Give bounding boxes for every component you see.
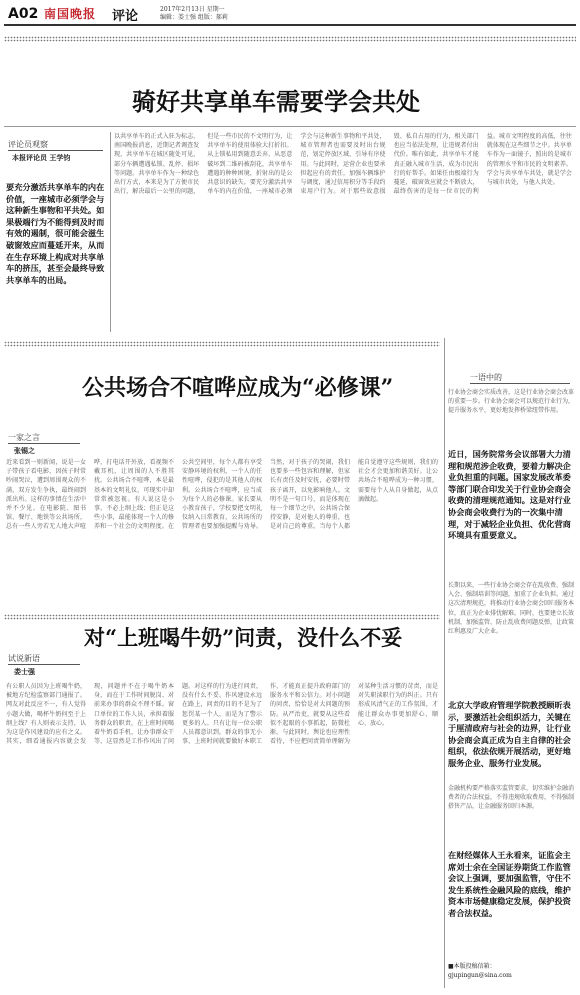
newspaper-logo: 南国晚报 [44,7,97,21]
header-meta [160,6,228,22]
article-title: 骑好共享单车需要学会共处 [132,87,420,116]
dot-band [4,36,576,42]
article-title: 公共场合不喧哗应成为“必修课” [82,375,394,401]
contact-box [448,962,574,980]
byline: 娄士强 [14,667,35,676]
dot-band [4,614,440,620]
lead-paragraph: 行业协会商会实质改善，这是行业协会商会改革的重要一步。行业协会商会可以规范行业行为，提升服务水平，更好地发挥桥梁纽带作用。 [448,389,574,415]
header-rule [4,24,576,26]
contact-email: gjupingun@sina.com [448,972,512,979]
body-paragraph: 长期以来，一些行业协会商会存在乱收费、强制入会、强制培训等问题，加重了企业负担。通过这次清理规范，将推动行业协会商会回归服务本位，真正为企业排忧解难。同时，也要建立长效机制，加强监管，防止乱收费问题反弹，让政策红利惠及广大企业。 [448,582,574,636]
column-divider [444,338,445,988]
dot-band [4,341,440,347]
article-body: 近来看到一则新闻，说是一女子带孩子看电影，因孩子时常吵闹哭泣，遭到周围观众的不满，双方发生争执，最终闹到派出所。这样的事情在生活中并不少见。在电影院、图书馆、餐厅、地铁等公共场所，总有一些人旁若无人地大声喧哗，打电话开外放，看视频不戴耳机，让周围的人不胜其扰。公共场合不喧哗，本是最基本的文明礼仪，可现实中却常常被忽视。有人说这是小事，不必上纲上线；但正是这些小事，最能体现一个人的修养和一个社会的文明程度。在公共空间里，每个人都有享受安静环境的权利，一个人的任性喧哗，侵犯的是其他人的权利。公共场合不喧哗，应当成为每个人的必修课。家长要从小教育孩子，学校要把文明礼仪纳入日常教育，公共场所的管理者也要加强提醒与劝导。当然，对于孩子的哭闹，我们也要多一些包容和理解，但家长有责任及时安抚，必要时带孩子离开，以免影响他人。文明不是一句口号，而是体现在每一个细节之中。公共场合保持安静，是对他人的尊重，也是对自己的尊重。当每个人都能自觉遵守这些规则，我们的社会才会更加和谐美好。让公共场合不喧哗成为一种习惯，需要每个人从自身做起，从点滴做起。 [6,459,438,531]
column-tag: 一语中的 [470,372,570,384]
byline: 本报评论员 王学钧 [12,153,71,162]
header-editors: 编辑：娄士强 组版：郝莉 [160,14,228,21]
column-tag: 试说新语 [8,653,80,665]
square-bullet-icon: ■ [448,963,454,970]
highlight-paragraph: 在财经媒体人王永看来，证监会主席刘士余在全国证券期货工作监管会议上强调，要加强监管，守住不发生系统性金融风险的底线，维护资本市场健康稳定发展，保护投资者合法权益。 [448,850,571,918]
column-tag: 一家之言 [8,432,80,444]
section-name: 评论 [112,9,139,24]
contact-label: ■本版投稿信箱： [448,963,496,970]
byline: 张锡之 [14,446,35,455]
highlight-paragraph: 北京大学政府管理学院教授顾昕表示，要激活社会组织活力，关键在于厘清政府与社会的边界，让行业协会商会真正成为自主自律的社会组织，依法依规开展活动，更好地服务企业、服务行业发展。 [448,700,571,768]
article-body: 以共享单车的正式入驻为标志，南国晚报消息，近期记者调查发现，共享单车在城区随处可见，部分车辆遭遇私锁、乱停、损坏等问题。共享单车作为一种绿色出行方式，本来是为了方便市民出行，解决最后一公里的问题，但是一些市民的不文明行为，让共享单车的使用体验大打折扣。从上锁私用到随意丢弃，从恶意破坏到二维码被刮花，共享单车遭遇的种种困境，折射出的是公共意识的缺失。要充分激活共享单车的内在价值，一座城市必须学会与这种新生事物和平共处，城市管理者也需要及时出台规范，划定停放区域，引导有序使用。与此同时，运营企业也要承担起应有的责任，加强车辆维护与调度，通过信用积分等手段约束用户行为。对于那些故意损毁、私自占用的行为，相关部门也应当依法处理，让违规者付出代价。唯有如此，共享单车才能真正融入城市生活，成为市民出行的好帮手。如果任由极端行为蔓延，破窗效应就会不断放大，最终伤害的是每一位市民的利益。城市文明程度的高低，往往就体现在这些细节之中。共享单车作为一面镜子，照出的是城市的管理水平和市民的文明素养。学会与共享单车共处，就是学会与城市共处，与他人共处。 [114,133,572,196]
page-number: A02 [8,6,39,22]
article-title: 对“上班喝牛奶”问责，没什么不妥 [84,625,403,650]
column-tag: 评论员观察 [8,139,103,151]
lead-paragraph: 要充分激活共享单车的内在价值，一座城市必须学会与这种新生事物和平共处。如果极端行为不能得到及时而有效的遏制，很可能会滋生破窗效应而蔓延开来，从而在生存环境上构成对共享单车的挤压，甚至会最终导致共享单车的出局。 [6,182,105,285]
highlight-paragraph: 近日，国务院常务会议部署大力清理和规范涉企收费，要着力解决企业负担重的问题。国家发展改革委等部门联合印发关于行业协会商会收费的清理规范通知。这是对行业协会商会收费行为的一次集中清理，对于减轻企业负担、优化营商环境具有重要意义。 [448,449,571,541]
body-paragraph: 金融机构要严格落实监管要求，切实维护金融消费者的合法权益，不得违规收取费用，不得强制搭售产品，让金融服务回归本源。 [448,785,574,811]
column-divider [110,132,111,332]
header-date: 2017年2月13日 星期一 [160,6,225,13]
article-body: 有公职人员因为上班喝牛奶，被地方纪检监察部门通报了。网友对此反应不一，有人觉得小题大做，喝杯牛奶何至于上纲上线？有人则表示支持，认为这是作风建设的应有之义。其实，细看通报内容就会发现，问题并不在于喝牛奶本身，而在于工作时间脱岗、对前来办事的群众不理不睬。窗口单位的工作人员，承担着服务群众的职责，在上班时间喝着牛奶看手机，让办事群众干等，这显然是工作作风出了问题。对这样的行为进行问责，没有什么不妥。作风建设永远在路上，问责的目的不是为了惩罚某一个人，而是为了警示更多的人。只有让每一位公职人员都意识到，群众的事无小事，上班时间就要做好本职工作，才能真正提升政府部门的服务水平和公信力。对小问题的问责，恰恰是对大问题的预防。从严治吏，就要从这些看似不起眼的小事抓起，防微杜渐。与此同时，舆论也应理性看待，不应把问责简单理解为对某种生活习惯的苛责，而是对失职渎职行为的纠正。只有形成风清气正的工作氛围，才能让群众办事更加舒心、顺心、放心。 [6,683,438,746]
divider [4,126,576,127]
